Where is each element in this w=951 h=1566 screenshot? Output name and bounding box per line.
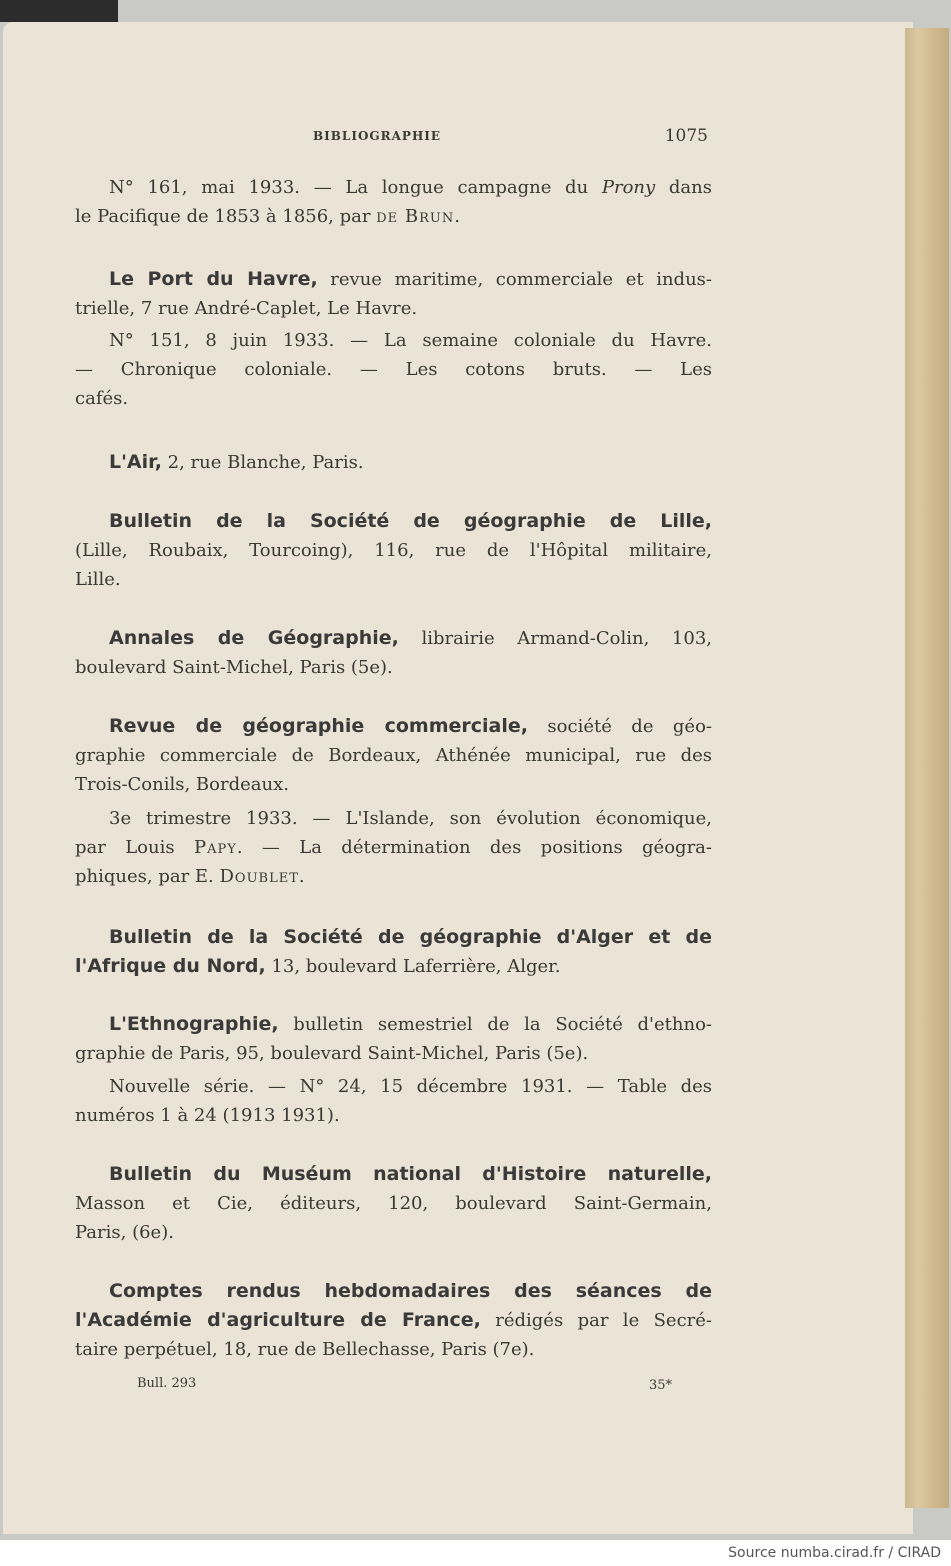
entry-title: Bulletin de la Société de géographie d'Alger et de	[109, 926, 712, 948]
scanner-edge	[0, 0, 118, 22]
entry-prony	[75, 173, 712, 231]
entry-line: Masson et Cie, éditeurs, 120, boulevard Saint-Germain,	[75, 1193, 712, 1214]
entry-title: Revue de géographie commerciale,	[109, 715, 528, 737]
footer-signature: Bull. 293	[137, 1376, 197, 1391]
entry-line: l'Académie d'agriculture de France, rédigés par le Secré-	[75, 1309, 712, 1331]
entry-line: boulevard Saint-Michel, Paris (5e).	[75, 657, 393, 678]
entry-bulletin-alger	[75, 923, 712, 981]
source-credit: Source numba.cirad.fr / CIRAD	[728, 1545, 941, 1561]
entry-bulletin-museum	[75, 1160, 712, 1247]
footer-sheet-mark: 35*	[649, 1378, 673, 1393]
entry-line: Trois-Conils, Bordeaux.	[75, 774, 289, 795]
entry-line: numéros 1 à 24 (1913 1931).	[75, 1105, 340, 1126]
entry-title: Le Port du Havre,	[109, 268, 318, 290]
entry-title: Bulletin de la Société de géographie de Lille,	[109, 510, 712, 532]
entry-line: N° 151, 8 juin 1933. — La semaine coloniale du Havre.	[109, 330, 712, 351]
entry-line: l'Afrique du Nord, 13, boulevard Laferrière, Alger.	[75, 955, 561, 977]
page-footer	[75, 1372, 712, 1396]
entry-revue-geographie-commerciale	[75, 712, 712, 891]
entry-title-continued: l'Afrique du Nord,	[75, 955, 266, 977]
entry-line: 3e trimestre 1933. — L'Islande, son évolution économique,	[109, 808, 712, 829]
running-title: BIBLIOGRAPHIE	[313, 129, 442, 143]
entry-line: Paris, (6e).	[75, 1222, 174, 1243]
entry-line: Lille.	[75, 569, 121, 590]
entry-line: Annales de Géographie, librairie Armand-Colin, 103,	[109, 627, 712, 649]
entry-line	[75, 923, 712, 952]
entry-line: Revue de géographie commerciale, société de géo-	[109, 715, 712, 737]
entry-bulletin-lille	[75, 507, 712, 594]
entry-title: L'Ethnographie,	[109, 1013, 279, 1035]
entry-title: Annales de Géographie,	[109, 627, 399, 649]
entry-line: par Louis Papy. — La détermination des positions géogra-	[75, 837, 712, 858]
entry-port-du-havre	[75, 265, 712, 413]
entry-lair	[75, 448, 712, 477]
entry-line: taire perpétuel, 18, rue de Bellechasse, Paris (7e).	[75, 1339, 535, 1360]
entry-line: L'Air, 2, rue Blanche, Paris.	[109, 451, 364, 473]
entry-title: Comptes rendus hebdomadaires des séances de	[109, 1280, 712, 1302]
entry-line: Le Port du Havre, revue maritime, commerciale et indus-	[109, 268, 712, 290]
entry-line: Nouvelle série. — N° 24, 15 décembre 1931. — Table des	[109, 1076, 712, 1097]
entry-title: Bulletin du Muséum national d'Histoire naturelle,	[109, 1163, 712, 1185]
page-number: 1075	[664, 126, 708, 146]
entry-comptes-rendus	[75, 1277, 712, 1364]
entry-line: L'Ethnographie, bulletin semestriel de la Société d'ethno-	[109, 1013, 712, 1035]
entry-annales-geographie	[75, 624, 712, 682]
entry-line: cafés.	[75, 388, 129, 409]
entry-line: — Chronique coloniale. — Les cotons bruts. — Les	[75, 359, 712, 380]
entry-line: graphie commerciale de Bordeaux, Athénée municipal, rue des	[75, 745, 712, 766]
entry-title-continued: l'Académie d'agriculture de France,	[75, 1309, 481, 1331]
entry-line: phiques, par E. Doublet.	[75, 866, 305, 887]
entry-line	[75, 1277, 712, 1306]
entry-line: graphie de Paris, 95, boulevard Saint-Michel, Paris (5e).	[75, 1043, 589, 1064]
entry-line	[75, 1160, 712, 1189]
book-page-edges	[905, 28, 949, 1508]
entry-line: N° 161, mai 1933. — La longue campagne du Prony dans	[109, 177, 712, 198]
page-header	[75, 126, 712, 150]
entry-ethnographie	[75, 1010, 712, 1130]
entry-line: (Lille, Roubaix, Tourcoing), 116, rue de l'Hôpital militaire,	[75, 540, 712, 561]
entry-line: trielle, 7 rue André-Caplet, Le Havre.	[75, 298, 418, 319]
entry-line: le Pacifique de 1853 à 1856, par de Brun.	[75, 206, 460, 227]
entry-line	[75, 507, 712, 536]
entry-title: L'Air,	[109, 451, 162, 473]
